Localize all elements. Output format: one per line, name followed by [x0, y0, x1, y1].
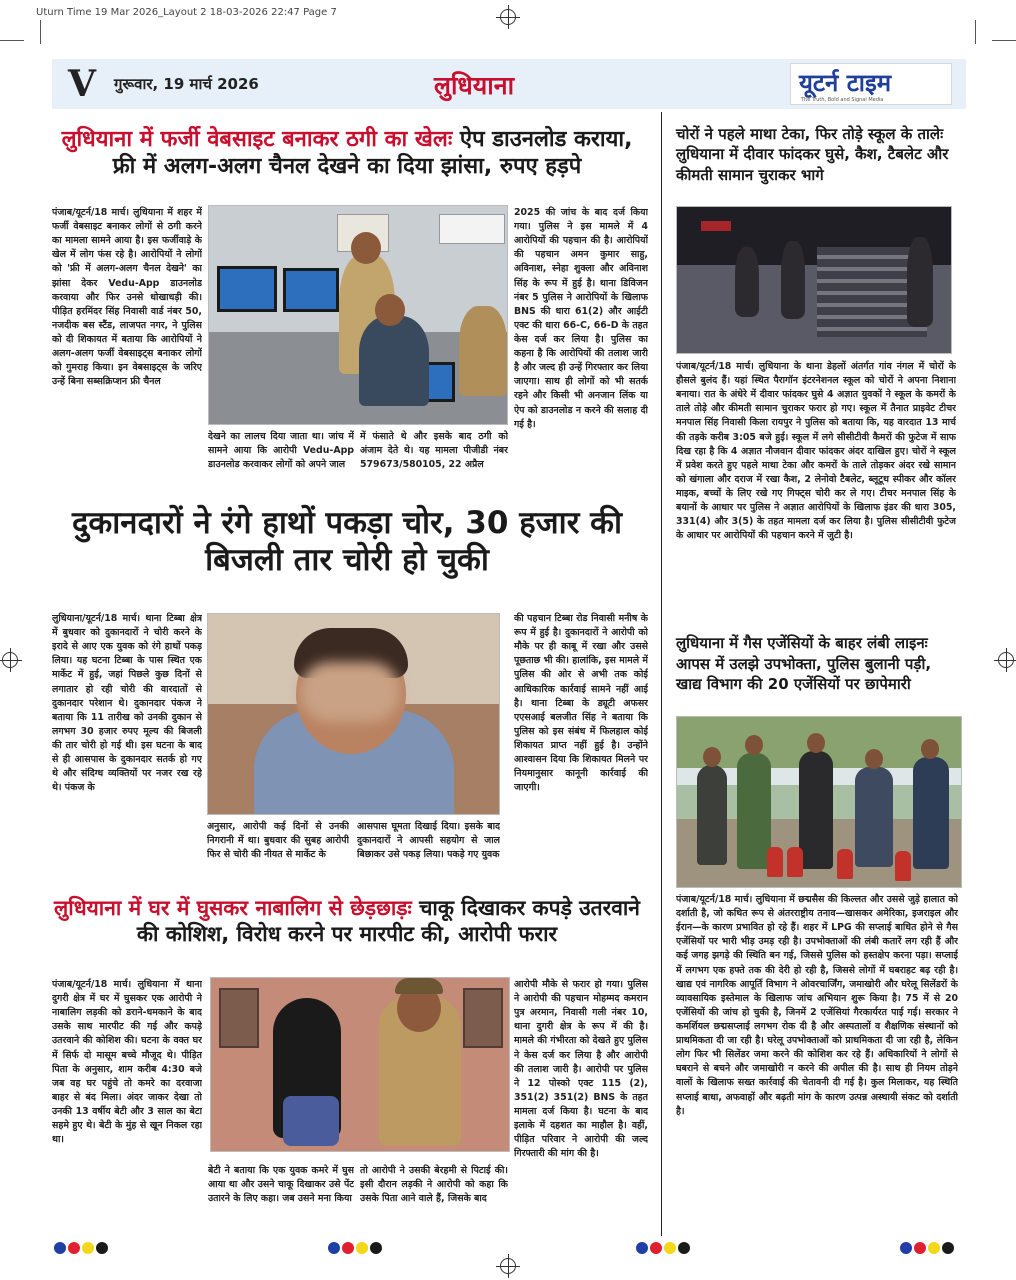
- color-dots: [54, 1242, 108, 1254]
- cctv-footage-photo: [676, 206, 952, 354]
- logo-tagline: The Truth, Bold and Signal Media: [801, 97, 884, 103]
- registration-mark-left: [2, 652, 18, 668]
- story-fake-website-col-1: पंजाब/यूटर्न/18 मार्च। लुधियाना में शहर में फर्जी वेबसाइट बनाकर लोगों से ठगी करने का मामला सामने आया है। इस फर्जीवाड़े के खेल में लोग फंस रहे है। आरोपियों ने लोगों को 'फ्री में अलग-अलग चैनल देखने' का झांसा देकर Vedu-App डाउनलोड करवाया और फिर उनसे धोखाधड़ी की। पीड़ित हरमिंदर सिंह निवासी वार्ड नंबर 50, नजदीक बस स्टैंड, लाजपत नगर, ने पुलिस को दी शिकायत में बताया कि आरोपियों ने अलग-अलग फर्जी वेबसाइट्स बनाकर लोगों को गुमराह किया। इन वेबसाइट्स के जरिए उन्हें बिना सब्सक्रिप्शन फ्री चैनल: [52, 207, 202, 388]
- story-fake-website-headline: [52, 127, 642, 181]
- story-school-theft-headline: चोरों ने पहले माथा टेका, फिर तोड़े स्कूल के तालेः लुधियाना में दीवार फांदकर घुसे, कैश, टैबलेट और कीमती सामान चुराकर भागे: [676, 125, 949, 184]
- color-dot: [928, 1242, 940, 1254]
- person-in-queue: [913, 757, 949, 869]
- story-gas-queue-headline: लुधियाना में गैस एजेंसियों के बाहर लंबी लाइनः आपस में उलझे उपभोक्ता, पुलिस बुलानी पड़ी, खाद्य विभाग की 20 एजेंसियों पर छापेमारी: [676, 634, 932, 694]
- police-cap: [395, 978, 443, 994]
- person-seated: [459, 306, 507, 396]
- color-dot: [68, 1242, 80, 1254]
- color-dot: [942, 1242, 954, 1254]
- gas-cylinder: [837, 849, 853, 879]
- registration-mark-bottom: [500, 1258, 516, 1274]
- color-dot: [900, 1242, 912, 1254]
- story-minor-harassment-col-1: पंजाब/यूटर्न/18 मार्च। लुधियाना में थाना दुगरी क्षेत्र में घर में घुसकर एक आरोपी ने नाबालिग लड़की को डराने-धमकाने के बाद उसके साथ मारपीट की गई और कपड़े उतरवाने की कोशिश की। घटना के वक्त घर में सिर्फ दो मासूम बच्चे मौजूद थे। पीड़ित पिता के अनुसार, शाम करीब 4:30 बजे जब वह घर पहुंचे तो कमरे का दरवाजा बाहर से बंद मिला। अंदर जाकर देखा तो उनकी 13 वर्षीय बेटी और 3 साल का बेटा सहमे हुए थे। बेटी के मुंह से खून निकल रहा था।: [52, 979, 202, 1146]
- story-gas-queue-body: पंजाब/यूटर्न/18 मार्च। लुधियाना में छद्मसैस की किल्लत और उससे जुड़े हालात को दर्शाती है, जो कथित रूप से अंतरराष्ट्रीय तनाव—खासकर अमेरिका, इजराइल और ईरान—के कारण प्रभावित हो रहे हैं। शहर में LPG की सप्लाई बाधित होने से गैस एजेंसियों पर भारी भीड़ उमड़ रही है। उपभोक्ताओं की लंबी कतारें लग रही हैं और कई जगह झगड़े की स्थिति बन गई, जिससे पुलिस को हस्तक्षेप करना पड़ा। सप्लाई में लगभग एक हफ्ते तक की देरी हो रही है, जिससे लोगों में घबराहट बढ़ रही है। खाद्य एवं नागरिक आपूर्ति विभाग ने ओवरचार्जिंग, जमाखोरी और घरेलू सिलेंडरों के व्यावसायिक इस्तेमाल के खिलाफ जांच अभियान शुरू किया है। 75 में से 20 एजेंसियों की जांच हो चुकी है, जिनमें 2 एजेंसियां गैरकार्यरत पाई गई। सरकार ने कमर्शियल छद्मसप्लाई लगभग रोक दी है और अस्पतालों व शैक्षणिक संस्थानों को प्राथमिकता दी जा रही है। घरेलू उपभोक्ताओं को प्राथमिकता दी जा रही है, लेकिन लोग फिर भी सिलेंडर जमा करने की कोशिश कर रहे हैं। अधिकारियों ने लोगों से घबराने से बचने और जमाखोरी न करने की अपील की है। साथ ही नियम तोड़ने वालों के खिलाफ सख्त कार्रवाई की चेतावनी दी गई है। कुल मिलाकर, यह स्थिति सप्लाई बाधा, अफवाहों और बढ़ती मांग के कारण उत्पन्न अस्थायी संकट को दर्शाती है।: [676, 894, 958, 1117]
- story-thief-caught-headline: दुकानदारों ने रंगे हाथों पकड़ा चोर, 30 हजार की बिजली तार चोरी हो चुकी: [71, 505, 623, 579]
- person-head: [745, 735, 763, 755]
- story-thief-caught-col-3: आसपास घूमता दिखाई दिया। इसके बाद दुकानदारों ने आपसी सहयोग से जाल बिछाकर उसे पकड़ लिया। पकड़े गए युवक: [357, 821, 500, 861]
- color-dots: [636, 1242, 690, 1254]
- monitor: [217, 266, 277, 312]
- registration-mark-right: [998, 652, 1014, 668]
- color-dot: [342, 1242, 354, 1254]
- story-fake-website-col-3: में फंसाते थे और इसके बाद ठगी को अंजाम देते थे। यह मामला पीजीडी नंबर 579673/580105, 22 अप्रैल: [360, 431, 508, 471]
- story-minor-harassment-col-3: तो आरोपी ने उसकी बेरहमी से पिटाई की। इसी दौरान लड़की ने आरोपी को कहा कि उसके पिता आने वाले हैं, जिसके बाद: [360, 1165, 508, 1205]
- intruder: [735, 247, 759, 317]
- headline-red-part: लुधियाना में घर में घुसकर नाबालिग से छेड़छाड़ः: [54, 896, 412, 920]
- wall-banner: [439, 214, 505, 244]
- monitor: [283, 268, 339, 312]
- story-thief-caught-col-4: की पहचान टिब्बा रोड निवासी मनीष के रूप में हुई है। दुकानदारों ने आरोपी को मौके पर ही काबू में रखा और उससे पूछताछ भी की। हालांकि, इस मामले में पुलिस की ओर से अभी तक कोई आधिकारिक कार्रवाई सामने नहीं आई है। थाना टिब्बा के ड्यूटी अफसर एएसआई बलजीत सिंह ने बताया कि पुलिस को इस संबंध में फिलहाल कोई शिकायत प्राप्त नहीं हुई है। उन्होंने आश्वासन दिया कि शिकायत मिलने पर नियमानुसार कानूनी कार्रवाई की जाएगी।: [514, 613, 648, 794]
- face-blur: [300, 662, 400, 722]
- person-head: [807, 733, 825, 753]
- crop-mark: [0, 40, 24, 41]
- story-fake-website-col-4: 2025 की जांच के बाद दर्ज किया गया। पुलिस ने इस मामले में 4 आरोपियों की पहचान की है। आरोपियों की पहचान अमन कुमार साहु, अविनाश, स्नेहा शुक्ला और अविनाश सिंह के रूप में हुई है। थाना डिविजन नंबर 5 पुलिस ने आरोपियों के खिलाफ BNS की धारा 61(2) और आईटी एक्ट की धारा 66-C, 66-D के तहत केस दर्ज कर लिया है। पुलिस का कहना है कि आरोपियों की तलाश जारी है और जल्द ही उन्हें गिरफ्तार कर लिया जाएगा। साथ ही लोगों को भी सतर्क रहने और किसी भी अनजान लिंक या ऐप को डाउनलोड न करने की सलाह दी गई है।: [514, 207, 648, 430]
- column-divider: [661, 112, 662, 1236]
- police-computer-room-photo: [208, 205, 508, 425]
- color-dot: [636, 1242, 648, 1254]
- intruder: [781, 241, 805, 319]
- person-in-queue: [855, 767, 893, 867]
- color-dot: [82, 1242, 94, 1254]
- page-header: [52, 59, 966, 109]
- person-head: [703, 747, 721, 767]
- color-dot: [96, 1242, 108, 1254]
- story-minor-harassment-headline: [52, 896, 642, 947]
- man-at-desk: [359, 316, 429, 406]
- story-fake-website-col-2: देखने का लालच दिया जाता था। जांच में सामने आया कि आरोपी Vedu-App डाउनलोड करवाकर लोगों को अपने जाल: [208, 431, 354, 471]
- window: [463, 988, 503, 1048]
- color-dot: [370, 1242, 382, 1254]
- section-title: लुधियाना: [434, 71, 515, 100]
- color-dot: [650, 1242, 662, 1254]
- police-with-victim-photo: [210, 977, 510, 1152]
- color-dot: [328, 1242, 340, 1254]
- color-dot: [914, 1242, 926, 1254]
- color-dot: [356, 1242, 368, 1254]
- story-school-theft-body: पंजाब/यूटर्न/18 मार्च। लुधियाना के थाना डेहलों अंतर्गत गांव नंगल में चोरों के हौसले बुलंद हैं। यहां स्थित पैरागॉन इंटरनेशनल स्कूल को चोरों ने अपना निशाना बनाया। रात के अंधेरे में दीवार फांदकर घुसे 4 अज्ञात युवकों ने स्कूल के कमरों के ताले तोड़े और कीमती सामान चुराकर फरार हो गए। स्कूल में तैनात प्राइवेट टीचर मनपाल सिंह निवासी किला रायपुर ने पुलिस को बताया कि, यह वारदात 13 मार्च की तड़के करीब 3:05 बजे हुई। स्कूल में लगे सीसीटीवी कैमरों की फुटेज में साफ दिख रहा है कि 4 अज्ञात नौजवान दीवार फांदकर अंदर दाखिल हुए। चोरों ने स्कूल में प्रवेश करते हुए पहले माथा टेका और कमरों के ताले तोड़कर अंदर रखे सामान को खंगाला और दराज में रखा कैश, 2 लेनोवो टैबलेट, ब्लूटूथ स्पीकर और कॉलर माइक, बच्चों के लिए रखे गए गिफ्ट्स चोरी कर ले गए। टीचर मनपाल सिंह के बयानों के आधार पर पुलिस ने अज्ञात आरोपियों के खिलाफ इंडर की धारा 305, 331(4) और 3(5) के तहत मामला दर्ज कर लिया है। पुलिस सीसीटीवी फुटेज के आधार पर आरोपियों की पहचान करने में जुटी है।: [676, 361, 956, 542]
- print-slug: Uturn Time 19 Mar 2026_Layout 2 18-03-2026 22:47 Page 7: [36, 7, 337, 18]
- registration-mark-top: [500, 9, 516, 25]
- logo-text: यूटर्न टाइम: [799, 69, 892, 97]
- story-minor-harassment-col-4: आरोपी मौके से फरार हो गया। पुलिस ने आरोपी की पहचान मोहम्मद कमरान पुत्र अरमान, निवासी गली नंबर 10, थाना दुगरी क्षेत्र के रूप में की है। मामले की गंभीरता को देखते हुए पुलिस ने केस दर्ज कर लिया है और आरोपी की तलाश जारी है। आरोपी पर पुलिस ने 12 पोस्को एक्ट 115 (2), 351(2) 351(2) BNS के तहत मामला दर्ज किया है। घटना के बाद इलाके में दहशत का माहौल है। वहीं, पीड़ित परिवार ने आरोपी की जल्द गिरफ्तारी की मांग की है।: [514, 979, 648, 1160]
- thief-photo: [207, 613, 500, 815]
- color-dot: [54, 1242, 66, 1254]
- gas-cylinder: [767, 847, 783, 877]
- headline-red-part: लुधियाना में फर्जी वेबसाइट बनाकर ठगी का खेलः: [61, 127, 453, 152]
- color-dots: [900, 1242, 954, 1254]
- gas-cylinder: [787, 847, 803, 877]
- girl-jeans: [283, 1096, 339, 1146]
- intruder: [907, 237, 933, 327]
- crop-mark: [992, 40, 1016, 41]
- color-dot: [678, 1242, 690, 1254]
- police-officer-head: [351, 232, 381, 264]
- page-letter: V: [68, 63, 96, 105]
- newspaper-logo: [790, 63, 952, 105]
- issue-date: गुरूवार, 19 मार्च 2026: [114, 75, 259, 93]
- crop-mark: [40, 20, 41, 44]
- story-thief-caught-col-1: लुधियाना/यूटर्न/18 मार्च। थाना टिब्बा क्षेत्र में बुधवार को दुकानदारों ने चोरी करने के इरादे से आए एक युवक को रंगे हाथों पकड़ लिया। यह घटना टिब्बा के पास स्थित एक मार्केट में हुई, जहां पिछले कुछ दिनों से लगातार हो रही चोरी की वारदातों से दुकानदार परेशान थे। दुकानदार पंकज ने बताया कि 11 तारीख को उनकी दुकान से लगभग 30 हजार रुपए मूल्य की बिजली की तार चोरी हो गई थी। इस घटना के बाद से ही आसपास के दुकानदार सतर्क हो गए थे और संदिग्ध व्यक्तियों पर नजर रख रहे थे। पंकज के: [52, 613, 202, 794]
- person-in-queue: [737, 753, 771, 869]
- crop-mark: [975, 20, 976, 44]
- person-head: [921, 739, 939, 759]
- red-light: [701, 221, 731, 231]
- window: [219, 988, 259, 1048]
- gas-agency-queue-photo: [676, 716, 962, 888]
- person-in-queue: [697, 765, 727, 865]
- headline-rest: चाकू दिखाकर कपड़े उतरवाने की कोशिश, विरोध करने पर मारपीट की, आरोपी फरार: [136, 896, 640, 946]
- story-minor-harassment-col-2: बेटी ने बताया कि एक युवक कमरे में घुस आया था और उसने चाकू दिखाकर उसे पेंट उतारने के लिए कहा। जब उसने मना किया: [208, 1165, 354, 1205]
- man-at-desk-head: [375, 294, 405, 326]
- person-in-queue: [799, 751, 833, 869]
- person-head: [865, 749, 883, 769]
- color-dot: [664, 1242, 676, 1254]
- color-dots: [328, 1242, 382, 1254]
- headline-rest: ऐप डाउनलोड कराया, फ्री में अलग-अलग चैनल देखने का दिया झांसा, रुपए हड़पे: [112, 127, 633, 179]
- story-thief-caught-col-2: अनुसार, आरोपी कई दिनों से उनकी निगरानी में था। बुधवार की सुबह आरोपी फिर से चोरी की नीयत से मार्केट के: [207, 821, 349, 861]
- gas-cylinder: [895, 851, 911, 881]
